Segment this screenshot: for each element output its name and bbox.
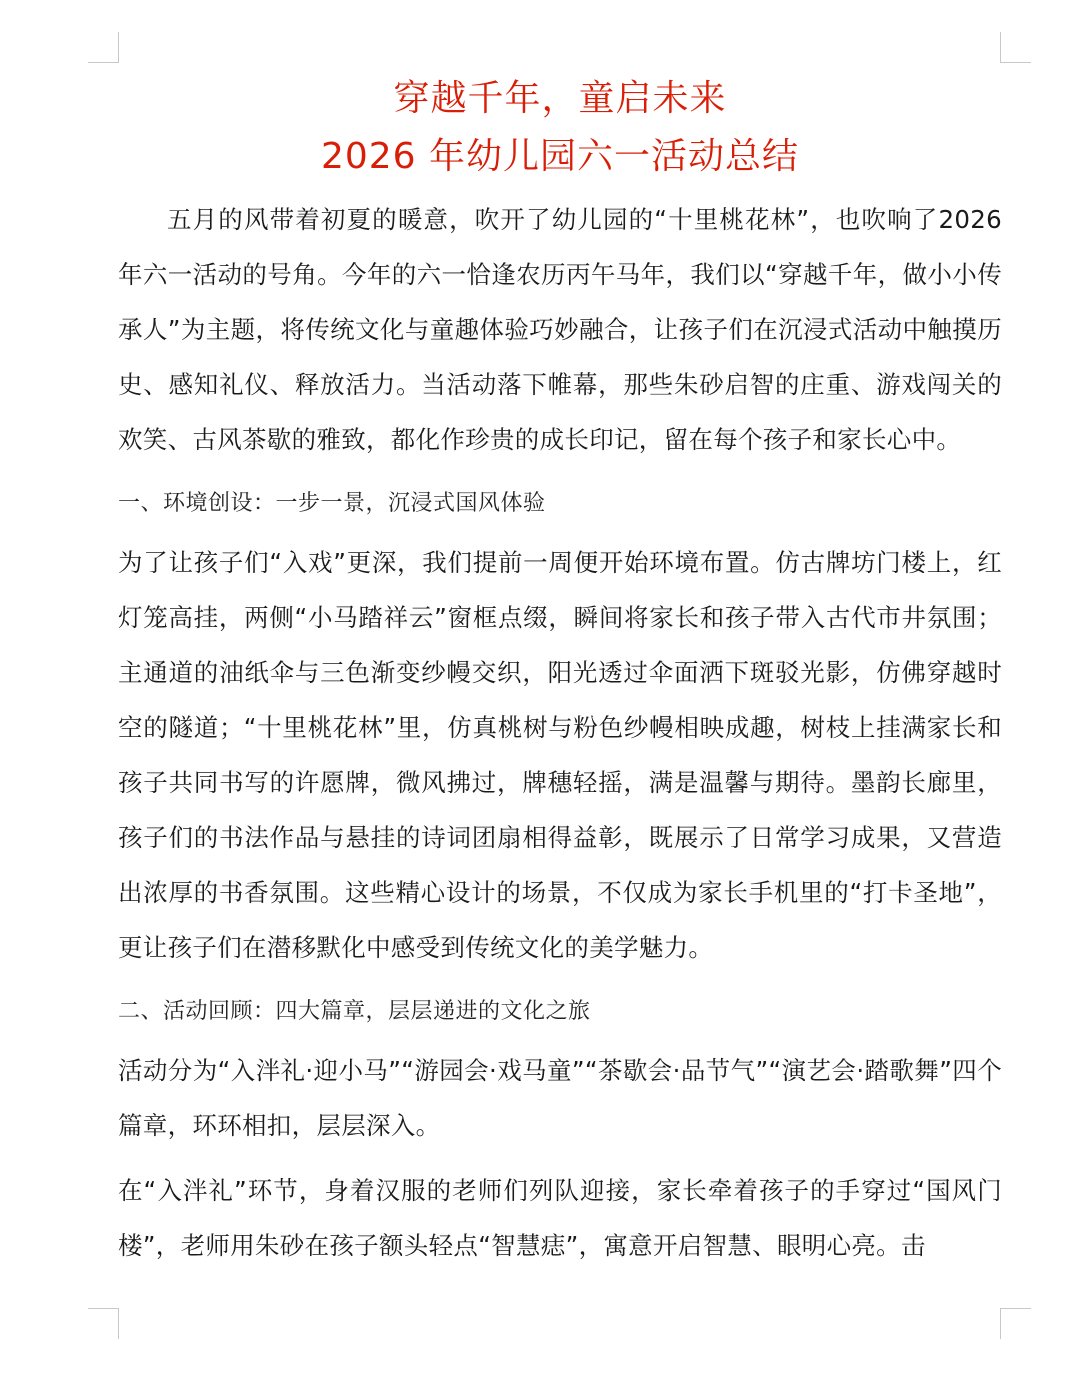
page-corner-mark-top-right [1000, 32, 1031, 63]
section1-paragraph: 为了让孩子们“入戏”更深，我们提前一周便开始环境布置。仿古牌坊门楼上，红灯笼高挂，两侧“小马踏祥云”窗框点缀，瞬间将家长和孩子带入古代市井氛围；主通道的油纸伞与三色渐变纱幔交织，阳光透过伞面洒下斑驳光影，仿佛穿越时空的隧道；“十里桃花林”里，仿真桃树与粉色纱幔相映成趣，树枝上挂满家长和孩子共同书写的许愿牌，微风拂过，牌穗轻摇，满是温馨与期待。墨韵长廊里，孩子们的书法作品与悬挂的诗词团扇相得益彰，既展示了日常学习成果，又营造出浓厚的书香氛围。这些精心设计的场景，不仅成为家长手机里的“打卡圣地”，更让孩子们在潜移默化中感受到传统文化的美学魅力。 [118, 548, 1002, 962]
document-page [118, 70, 1002, 1273]
document-title-line2: 2026 年幼儿园六一活动总结 [320, 136, 800, 177]
section2-paragraph: 活动分为“入泮礼·迎小马”“游园会·戏马童”“茶歇会·品节气”“演艺会·踏歌舞”四个篇章，环环相扣，层层深入。 [118, 1056, 1002, 1140]
page-corner-mark-bottom-left [88, 1308, 119, 1339]
section2-paragraph-2: 在“入泮礼”环节，身着汉服的老师们列队迎接，家长牵着孩子的手穿过“国风门楼”，老师用朱砂在孩子额头轻点“智慧痣”，寓意开启智慧、眼明心亮。击 [118, 1176, 1002, 1260]
section2-heading: 二、活动回顾：四大篇章，层层递进的文化之旅 [118, 999, 591, 1024]
document-title-line1: 穿越千年，童启未来 [393, 78, 727, 119]
page-corner-mark-bottom-right [1000, 1308, 1031, 1339]
section1-heading: 一、环境创设：一步一景，沉浸式国风体验 [118, 491, 546, 516]
intro-paragraph: 五月的风带着初夏的暖意，吹开了幼儿园的“十里桃花林”，也吹响了2026 年六一活动的号角。今年的六一恰逢农历丙午马年，我们以“穿越千年，做小小传承人”为主题，将传统文化与童趣体验巧妙融合，让孩子们在沉浸式活动中触摸历史、感知礼仪、释放活力。当活动落下帷幕，那些朱砂启智的庄重、游戏闯关的欢笑、古风茶歇的雅致，都化作珍贵的成长印记，留在每个孩子和家长心中。 [118, 205, 1002, 454]
page-corner-mark-top-left [88, 32, 119, 63]
